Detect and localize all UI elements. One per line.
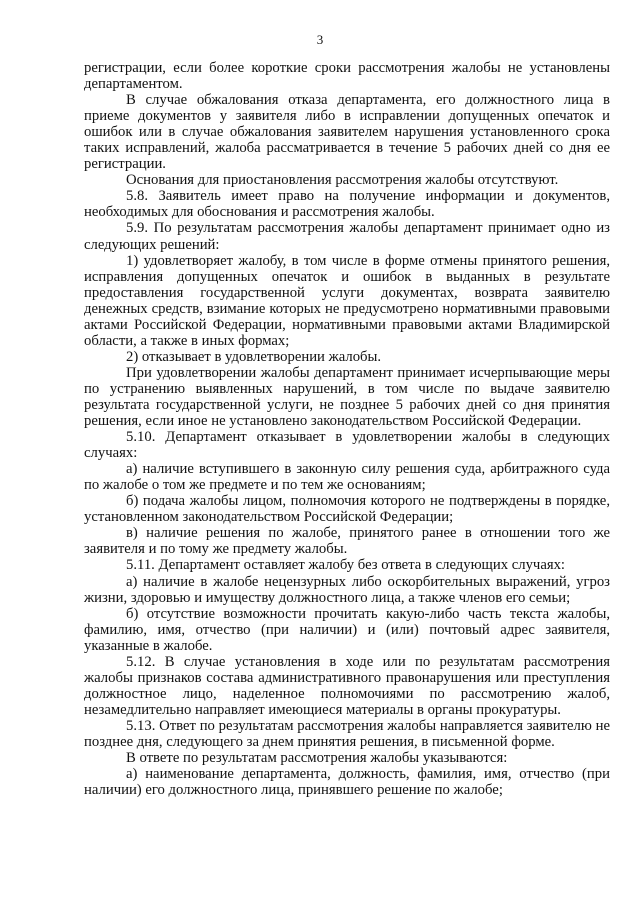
paragraph-5-11-b: б) отсутствие возможности прочитать какую-либо часть текста жалобы, фамилию, имя, отчество (при наличии) и (или) почтовый адрес заявителя, указанные в жалобе. (84, 605, 610, 654)
paragraph-decision-refuse: 2) отказывает в удовлетворении жалобы. (126, 348, 382, 365)
paragraph-5-9: 5.9. По результатам рассмотрения жалобы департамент принимает одно из следующих решений: (84, 220, 610, 253)
paragraph-5-10-a: а) наличие вступившего в законную силу решения суда, арбитражного суда по жалобе о том же предмете и по тем же основаниям; (84, 461, 610, 494)
paragraph-5-12: 5.12. В случае установления в ходе или по результатам рассмотрения жалобы признаков состава административного правонарушения или преступления должностное лицо, наделенное полномочиями по рассмотрению жалоб, незамедлительно направляет имеющиеся материалы в органы прокуратуры. (84, 653, 610, 718)
paragraph-5-13: 5.13. Ответ по результатам рассмотрения жалобы направляется заявителю не позднее дня, следующего за днем принятия решения, в письменной форме. (84, 717, 610, 750)
paragraph-5-10-c: в) наличие решения по жалобе, принятого ранее в отношении того же заявителя и по тому же предмету жалобы. (84, 525, 610, 558)
paragraph-remedial-measures: При удовлетворении жалобы департамент принимает исчерпывающие меры по устранению выявленных нарушений, в том числе по выдаче заявителю результата государственной услуги, не позднее 5 рабочих дней со дня принятия решения, если иное не установлено законодательством Российской Федерации. (84, 364, 610, 430)
page-number: 3 (316, 32, 324, 47)
paragraph-appeal-refusal: В случае обжалования отказа департамента, его должностного лица в приеме документов у заявителя либо в исправлении допущенных опечаток и ошибок или в случае обжалования заявителем нарушения установленного срока таких исправлений, жалоба рассматривается в течение 5 рабочих дней со дня ее регистрации. (84, 92, 610, 173)
paragraph-answer-contents: В ответе по результатам рассмотрения жалобы указываются: (126, 750, 508, 767)
paragraph-decision-satisfy: 1) удовлетворяет жалобу, в том числе в форме отмены принятого решения, исправления допущенных опечаток и ошибок в выданных в результате предоставления государственной услуги документах, возврата заявителю денежных средств, взимание которых не предусмотрено нормативными правовыми актами Российской Федерации, нормативными правовыми актами Владимирской области, а также в иных формах; (84, 252, 610, 349)
paragraph-5-11: 5.11. Департамент оставляет жалобу без ответа в следующих случаях: (126, 557, 566, 574)
paragraph-no-suspension: Основания для приостановления рассмотрения жалобы отсутствуют. (126, 172, 559, 189)
paragraph-5-11-a: а) наличие в жалобе нецензурных либо оскорбительных выражений, угроз жизни, здоровью и имуществу должностного лица, а также членов его семьи; (84, 573, 610, 606)
paragraph-5-10: 5.10. Департамент отказывает в удовлетворении жалобы в следующих случаях: (84, 429, 610, 462)
paragraph-5-10-b: б) подача жалобы лицом, полномочия которого не подтверждены в порядке, установленном законодательством Российской Федерации; (84, 493, 610, 526)
paragraph-registration-term: регистрации, если более короткие сроки рассмотрения жалобы не установлены департаментом. (84, 60, 610, 93)
paragraph-answer-item-a: а) наименование департамента, должность, фамилия, имя, отчество (при наличии) его должностного лица, принявшего решение по жалобе; (84, 766, 610, 799)
paragraph-5-8: 5.8. Заявитель имеет право на получение информации и документов, необходимых для обоснования и рассмотрения жалобы. (84, 188, 610, 221)
document-body (84, 60, 610, 798)
